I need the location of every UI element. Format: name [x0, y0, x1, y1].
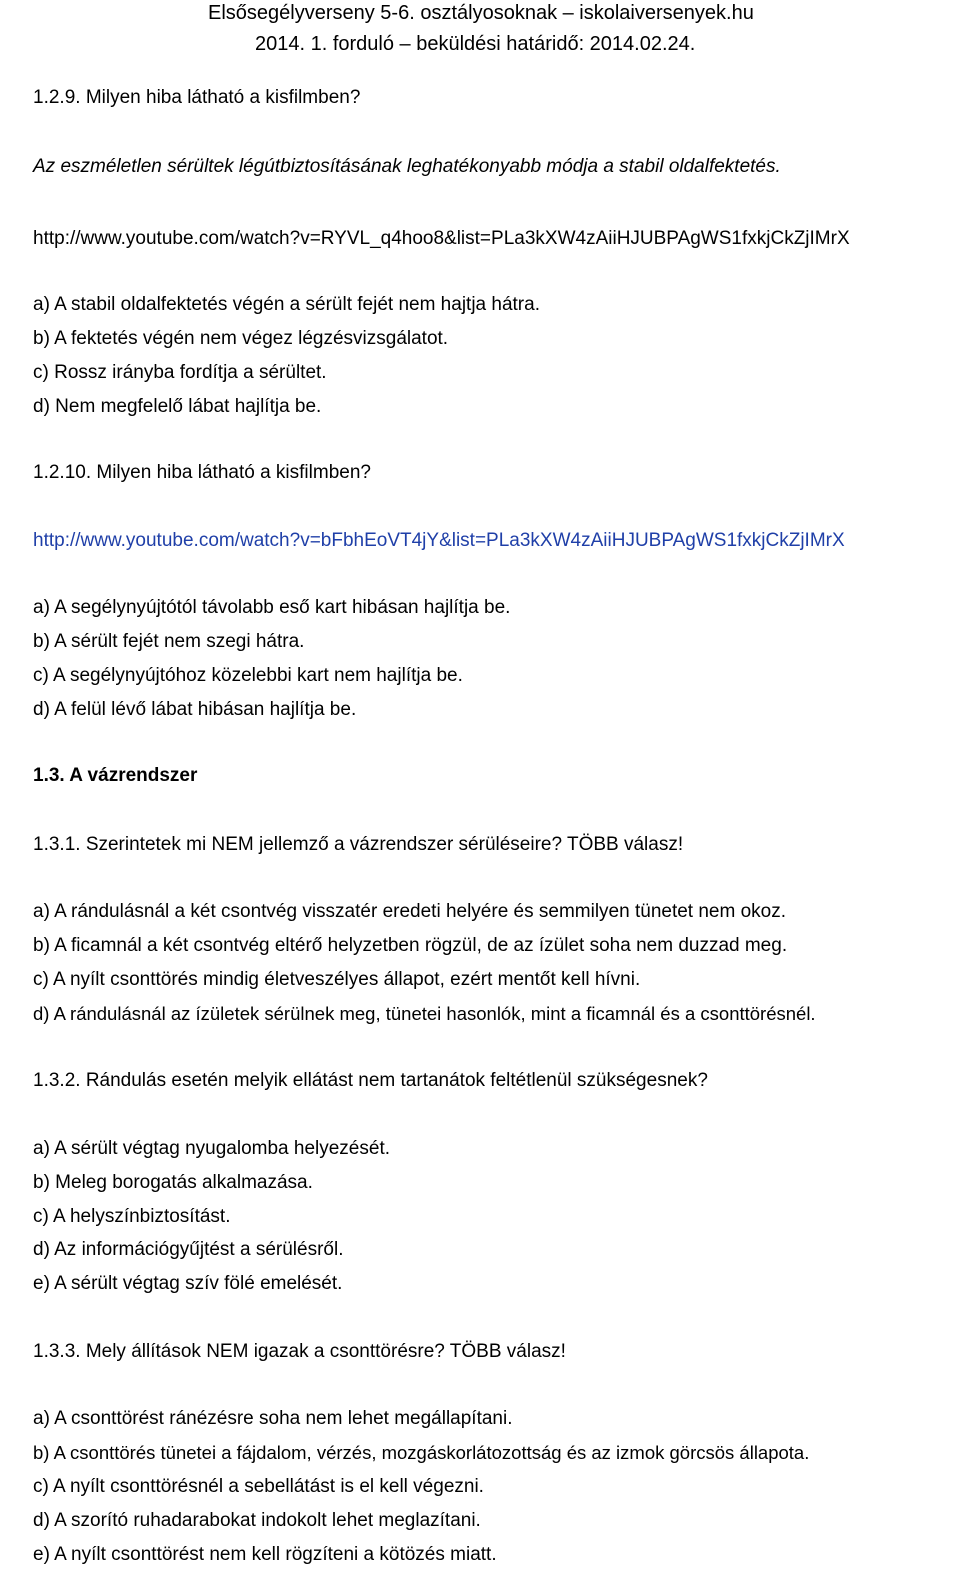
question-1-2-9-intro: Az eszméletlen sérültek légútbiztosításának leghatékonyabb módja a stabil oldalfektetés.: [33, 156, 781, 177]
question-1-2-10-url[interactable]: http://www.youtube.com/watch?v=bFbhEoVT4jY&list=PLa3kXW4zAiiHJUBPAgWS1fxkjCkZjIMrX: [33, 530, 845, 551]
question-1-2-10-option-b: b) A sérült fejét nem szegi hátra.: [33, 631, 305, 652]
question-1-2-9-option-c: c) Rossz irányba fordítja a sérültet.: [33, 362, 327, 383]
question-1-2-9-option-a: a) A stabil oldalfektetés végén a sérült fejét nem hajtja hátra.: [33, 294, 540, 315]
page-header: [0, 0, 960, 60]
question-1-3-2-option-a: a) A sérült végtag nyugalomba helyezését.: [33, 1138, 391, 1159]
question-1-2-10-option-a: a) A segélynyújtótól távolabb eső kart hibásan hajlítja be.: [33, 597, 511, 618]
question-1-3-1-option-d: d) A rándulásnál az ízületek sérülnek meg, tünetei hasonlók, mint a ficamnál és a csonttörésnél.: [33, 1003, 816, 1024]
question-1-3-1-option-c: c) A nyílt csonttörés mindig életveszélyes állapot, ezért mentőt kell hívni.: [33, 969, 641, 990]
question-1-2-10-option-c: c) A segélynyújtóhoz közelebbi kart nem hajlítja be.: [33, 665, 463, 686]
question-1-3-2-option-e: e) A sérült végtag szív fölé emelését.: [33, 1273, 343, 1294]
question-1-2-9-title: 1.2.9. Milyen hiba látható a kisfilmben?: [33, 87, 361, 108]
question-1-3-3-title: 1.3.3. Mely állítások NEM igazak a csonttörésre? TÖBB válasz!: [33, 1341, 566, 1362]
question-1-2-9-url[interactable]: http://www.youtube.com/watch?v=RYVL_q4hoo8&list=PLa3kXW4zAiiHJUBPAgWS1fxkjCkZjIMrX: [33, 228, 850, 249]
question-1-3-3-option-d: d) A szorító ruhadarabokat indokolt lehet meglazítani.: [33, 1510, 481, 1531]
question-1-3-2-option-c: c) A helyszínbiztosítást.: [33, 1206, 231, 1227]
section-1-3-heading: 1.3. A vázrendszer: [33, 765, 198, 786]
question-1-3-1-option-a: a) A rándulásnál a két csontvég visszatér eredeti helyére és semmilyen tünetet nem okoz.: [33, 901, 787, 922]
question-1-3-3-option-b: b) A csonttörés tünetei a fájdalom, vérzés, mozgáskorlátozottság és az izmok görcsös állapota.: [33, 1442, 810, 1463]
question-1-3-3-option-e: e) A nyílt csonttörést nem kell rögzíteni a kötözés miatt.: [33, 1544, 497, 1565]
question-1-3-2-option-b: b) Meleg borogatás alkalmazása.: [33, 1172, 313, 1193]
question-1-3-2-option-d: d) Az információgyűjtést a sérülésről.: [33, 1239, 344, 1260]
question-1-2-9-option-b: b) A fektetés végén nem végez légzésvizsgálatot.: [33, 328, 449, 349]
question-1-2-10-title: 1.2.10. Milyen hiba látható a kisfilmben?: [33, 462, 371, 483]
question-1-2-10-option-d: d) A felül lévő lábat hibásan hajlítja be.: [33, 699, 357, 720]
question-1-2-9-option-d: d) Nem megfelelő lábat hajlítja be.: [33, 396, 322, 417]
question-1-3-1-option-b: b) A ficamnál a két csontvég eltérő helyzetben rögzül, de az ízület soha nem duzzad meg.: [33, 935, 788, 956]
question-1-3-2-title: 1.3.2. Rándulás esetén melyik ellátást nem tartanátok feltétlenül szükségesnek?: [33, 1070, 708, 1091]
question-1-3-3-option-a: a) A csonttörést ránézésre soha nem lehet megállapítani.: [33, 1408, 513, 1429]
question-1-3-3-option-c: c) A nyílt csonttörésnél a sebellátást is el kell végezni.: [33, 1476, 484, 1497]
header-subtitle: 2014. 1. forduló – beküldési határidő: 2014.02.24.: [255, 33, 696, 55]
header-title: Elsősegélyverseny 5-6. osztályosoknak – iskolaiversenyek.hu: [208, 2, 754, 24]
question-1-3-1-title: 1.3.1. Szerintetek mi NEM jellemző a vázrendszer sérüléseire? TÖBB válasz!: [33, 834, 684, 855]
